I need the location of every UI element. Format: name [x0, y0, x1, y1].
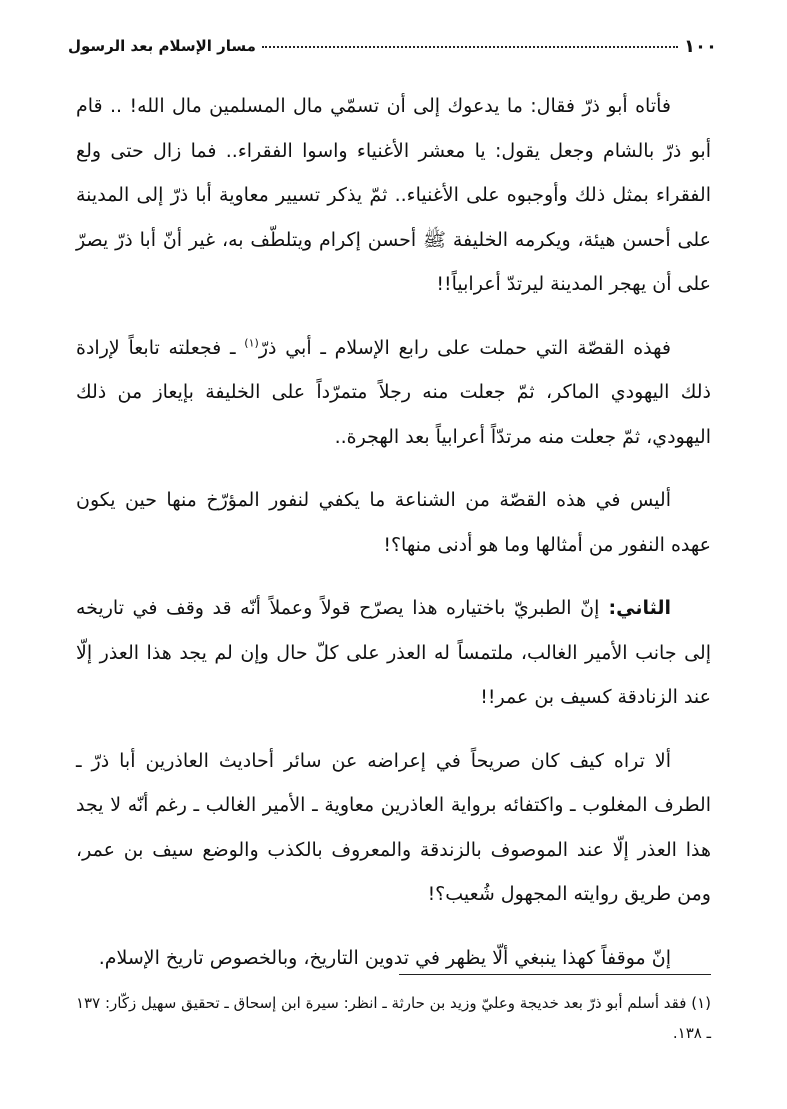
body-text: [76, 84, 711, 999]
running-title: مسار الإسلام بعد الرسول: [68, 37, 256, 55]
footnote-reference[interactable]: (١): [244, 336, 259, 350]
paragraph-text: ألا تراه كيف كان صريحاً في إعراضه عن سائر أحاديث العاذرين أبا ذرّ ـ الطرف المغلوب ـ واكتفائه برواية العاذرين معاوية ـ الأمير الغالب ـ رغم أنّه لا يجد هذا العذر إلّا عند الموصوف بالزندقة والمعروف بالكذب والوضع سيف بن عمر، ومن طريق روايته المجهول شُعيب؟!: [76, 749, 711, 905]
paragraph-text-continued: ـ فجعلته تابعاً لإرادة ذلك اليهودي الماكر، ثمّ جعلت منه رجلاً متمرّداً على الخليفة بإيعاز من ذلك اليهودي، ثمّ جعلت منه مرتدّاً أعرابياً بعد الهجرة..: [76, 336, 711, 448]
page-header: [68, 32, 717, 60]
paragraph-3: [76, 478, 711, 567]
paragraph-4: [76, 586, 711, 720]
paragraph-2: [76, 326, 711, 460]
paragraph-lead: الثاني:: [599, 597, 671, 619]
paragraph-text: إنّ موقفاً كهذا ينبغي ألّا يظهر في تدوين التاريخ، وبالخصوص تاريخ الإسلام.: [98, 946, 671, 969]
header-dotted-leader: [262, 36, 678, 48]
page-number: ١٠٠: [684, 35, 717, 57]
paragraph-text: فأتاه أبو ذرّ فقال: ما يدعوك إلى أن تسمّي مال المسلمين مال الله! .. قام أبو ذرّ بالشام وجعل يقول: يا معشر الأغنياء واسوا الفقراء.. فما زال حتى ولع الفقراء بمثل ذلك وأوجبوه على الأغنياء.. ثمّ يذكر تسيير معاوية أبا ذرّ إلى المدينة على أحسن هيئة، ويكرمه الخليفة ﷺ أحسن إكرام ويتلطّف به، غير أنّ أبا ذرّ يصرّ على أن يهجر المدينة ليرتدّ أعرابياً!!: [76, 95, 711, 295]
paragraph-text: فهذه القصّة التي حملت على رابع الإسلام ـ أبي ذرّ: [258, 336, 671, 359]
paragraph-text: إنّ الطبريّ باختياره هذا يصرّح قولاً وعملاً أنّه قد وقف في تاريخه إلى جانب الأمير الغالب، ملتمساً له العذر على كلّ حال وإن لم يجد هذا العذر إلّا عند الزنادقة كسيف بن عمر!!: [76, 597, 711, 708]
paragraph-text: أليس في هذه القصّة من الشناعة ما يكفي لنفور المؤرّخ منها حين يكون عهده النفور من أمثالها وما هو أدنى منها؟!: [76, 489, 711, 556]
footnote-separator: [399, 974, 711, 975]
paragraph-5: [76, 739, 711, 917]
paragraph-1: [76, 84, 711, 307]
footnote: [76, 988, 711, 1048]
footnote-text: (١) فقد أسلم أبو ذرّ بعد خديجة وعليّ وزيد بن حارثة ـ انظر: سيرة ابن إسحاق ـ تحقيق سهيل زكّار: ١٣٧ ـ ١٣٨.: [76, 994, 711, 1042]
